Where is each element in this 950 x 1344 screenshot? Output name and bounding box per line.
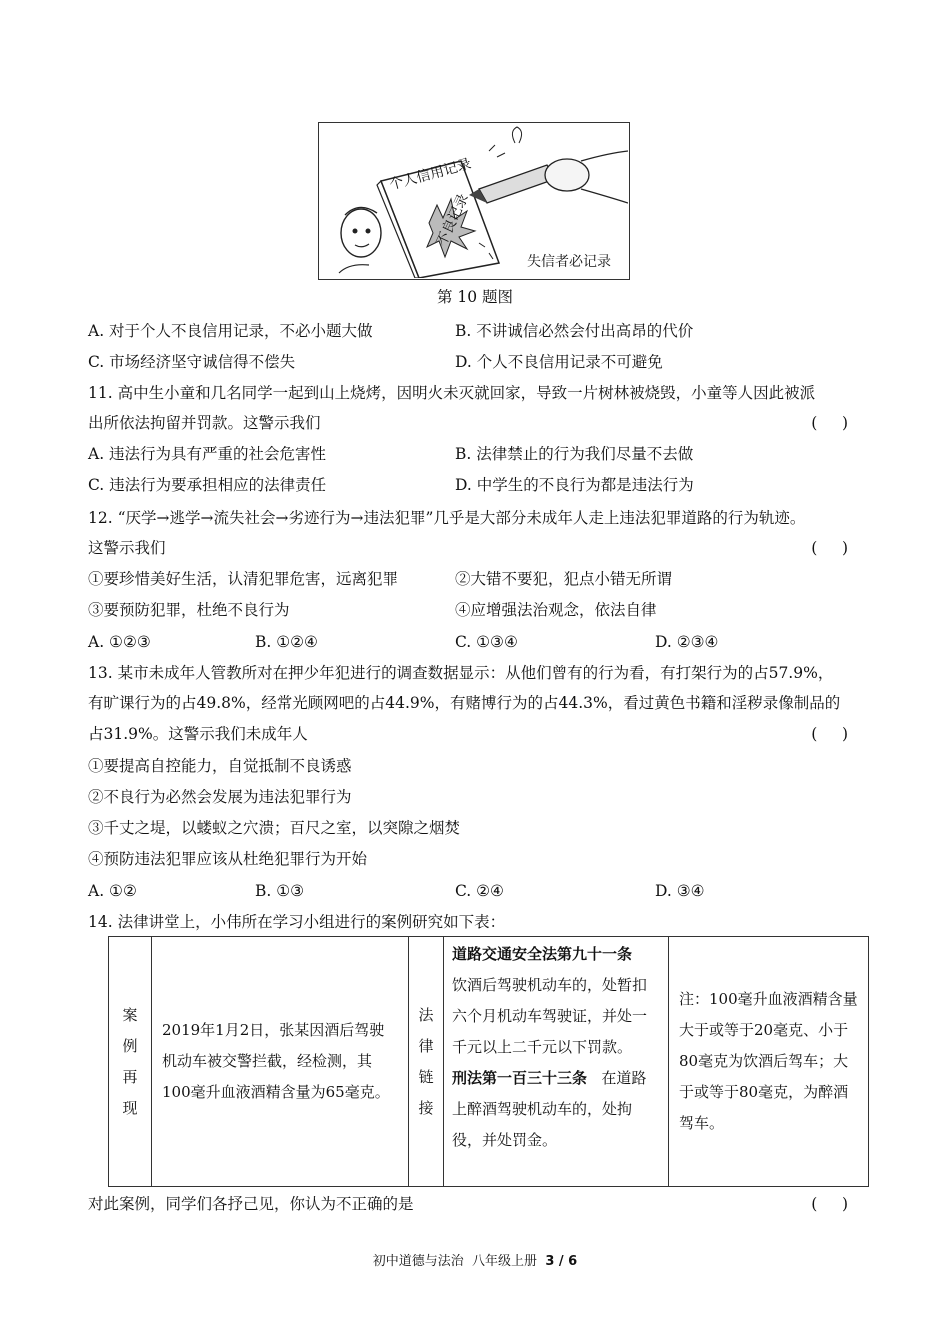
q12-statement-1: ①要珍惜美好生活，认清犯罪危害，远离犯罪 <box>88 570 399 588</box>
q12-option-c: C. ①③④ <box>455 633 518 651</box>
law-link-cell <box>444 937 669 1187</box>
law-header-char: 接 <box>418 1098 434 1117</box>
footer-text: 初中道德与法治 八年级上册 <box>372 1254 546 1269</box>
law1-body: 饮酒后驾驶机动车的，处暂扣六个月机动车驾驶证，并处一千元以上二千元以下罚款。 <box>452 976 648 1056</box>
q13-stem-line3: 占31.9%。这警示我们未成年人 <box>88 725 308 743</box>
cartoon-figure <box>318 122 630 280</box>
q11-option-b: B. 法律禁止的行为我们尽量不去做 <box>455 445 694 463</box>
q12-stem-line1: 12. “厌学→逃学→流失社会→劣迹行为→违法犯罪”几乎是大部分未成年人走上违法犯罪道路的行为轨迹。 <box>88 509 806 527</box>
q13-answer-blank: ( ) <box>811 725 848 743</box>
q11-option-a: A. 违法行为具有严重的社会危害性 <box>88 445 327 463</box>
q13-statement-2: ②不良行为必然会发展为违法犯罪行为 <box>88 788 352 806</box>
book-label: 个人信用记录 <box>387 156 474 194</box>
page-footer <box>0 1250 950 1269</box>
q12-statement-3: ③要预防犯罪，杜绝不良行为 <box>88 601 290 619</box>
case-header-char: 案 <box>122 1005 138 1024</box>
hand-shape <box>545 159 589 191</box>
figure-caption: 第 10 题图 <box>436 288 514 306</box>
q12-option-a: A. ①②③ <box>88 633 151 651</box>
alcohol-note: 注：100毫升血液酒精含量大于或等于20毫克、小于80毫克为饮酒后驾车；大于或等于80毫克，为醉酒驾车。 <box>679 990 858 1132</box>
q11-answer-blank: ( ) <box>811 414 848 432</box>
q13-option-c: C. ②④ <box>455 882 504 900</box>
law-header-char: 法 <box>418 1005 434 1024</box>
q13-option-b: B. ①③ <box>255 882 305 900</box>
stamp-label: 不良记录 <box>433 191 472 250</box>
law-header-char: 链 <box>418 1067 434 1086</box>
q12-statement-2: ②大错不要犯，犯点小错无所谓 <box>455 570 673 588</box>
q13-statement-1: ①要提高自控能力，自觉抵制不良诱惑 <box>88 757 352 775</box>
q11-option-d: D. 中学生的不良行为都是违法行为 <box>455 476 694 494</box>
q10-option-b: B. 不讲诚信必然会付出高昂的代价 <box>455 322 694 340</box>
q10-option-a: A. 对于个人不良信用记录，不必小题大做 <box>88 322 373 340</box>
q13-option-d: D. ③④ <box>655 882 705 900</box>
q10-option-d: D. 个人不良信用记录不可避免 <box>455 353 663 371</box>
q12-statement-4: ④应增强法治观念，依法自律 <box>455 601 657 619</box>
q14-question: 对此案例，同学们各抒己见，你认为不正确的是 <box>88 1195 414 1213</box>
q11-option-c: C. 违法行为要承担相应的法律责任 <box>88 476 327 494</box>
q12-option-b: B. ①②④ <box>255 633 318 651</box>
law2-body: 在道路上醉酒驾驶机动车的，处拘役，并处罚金。 <box>452 1069 647 1149</box>
note-cell <box>669 937 869 1187</box>
q12-option-d: D. ②③④ <box>655 633 719 651</box>
q12-stem-line2: 这警示我们 <box>88 539 166 557</box>
q10-option-c: C. 市场经济坚守诚信得不偿失 <box>88 353 296 371</box>
q12-answer-blank: ( ) <box>811 539 848 557</box>
case-header-char: 现 <box>122 1098 138 1117</box>
case-header-char: 例 <box>122 1036 138 1055</box>
law-header-cell <box>409 937 444 1187</box>
page-number: 3 / 6 <box>545 1254 578 1269</box>
figure-slogan: 失信者必记录 <box>527 254 611 270</box>
q11-stem-line1: 11. 高中生小童和几名同学一起到山上烧烤，因明火未灭就回家，导致一片树林被烧毁，小童等人因此被派 <box>88 384 816 402</box>
case-study-table <box>108 936 869 1187</box>
q13-stem-line1: 13. 某市未成年人管教所对在押少年犯进行的调查数据显示：从他们曾有的行为看，有打架行为的占57.9%， <box>88 664 834 682</box>
q14-answer-blank: ( ) <box>811 1195 848 1213</box>
case-header-char: 再 <box>122 1067 138 1086</box>
law1-title: 道路交通安全法第九十一条 <box>452 945 633 963</box>
case-header-cell <box>109 937 152 1187</box>
law2-title: 刑法第一百三十三条 <box>452 1069 588 1087</box>
law-header-char: 律 <box>418 1036 434 1055</box>
case-description-cell <box>152 937 409 1187</box>
q11-stem-line2: 出所依法拘留并罚款。这警示我们 <box>88 414 321 432</box>
q13-option-a: A. ①② <box>88 882 137 900</box>
q14-stem: 14. 法律讲堂上，小伟所在学习小组进行的案例研究如下表： <box>88 913 506 931</box>
q13-statement-3: ③千丈之堤，以蝼蚁之穴溃；百尺之室，以突隙之烟焚 <box>88 819 461 837</box>
q13-stem-line2: 有旷课行为的占49.8%，经常光顾网吧的占44.9%，有赌博行为的占44.3%，看过黄色书籍和淫秽录像制品的 <box>88 694 841 712</box>
person-head <box>341 209 381 257</box>
q13-statement-4: ④预防违法犯罪应该从杜绝犯罪行为开始 <box>88 850 368 868</box>
case-description: 2019年1月2日，张某因酒后驾驶机动车被交警拦截，经检测，其100毫升血液酒精含量为65毫克。 <box>162 1021 390 1101</box>
pen-shape <box>479 165 555 203</box>
